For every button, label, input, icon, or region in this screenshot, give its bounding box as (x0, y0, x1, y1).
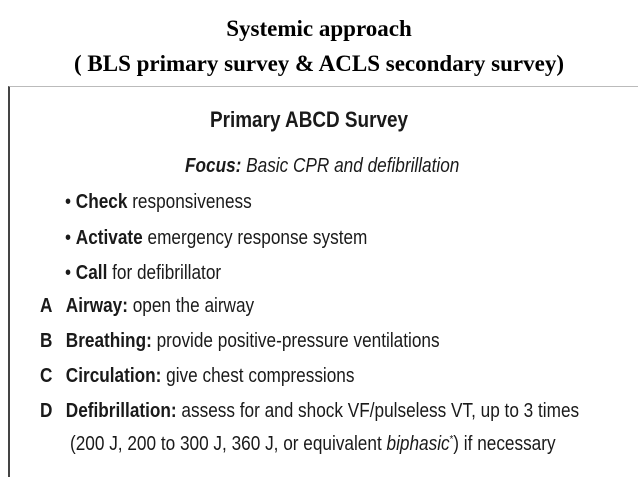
bullet-keyword: Call (75, 262, 108, 284)
step-defibrillation-continued (70, 433, 556, 456)
step-circulation (40, 365, 354, 388)
bullet-keyword: Check (75, 191, 128, 213)
step-defibrillation (40, 400, 579, 423)
step-text: assess for and shock VF/pulseless VT, up to 3 times (176, 400, 580, 422)
slide-title-line-1: Systemic approach (226, 16, 412, 41)
step-keyword: Breathing: (65, 330, 152, 352)
slide-title-line-2: ( BLS primary survey & ACLS secondary survey) (73, 51, 565, 76)
survey-heading: Primary ABCD Survey (210, 107, 409, 132)
step-letter: B (40, 330, 53, 352)
step-keyword: Circulation: (65, 365, 162, 387)
biphasic-text: biphasic (386, 433, 450, 455)
bullet-marker: • (65, 227, 76, 249)
step-text: provide positive-pressure ventilations (151, 330, 440, 352)
survey-focus (185, 155, 459, 178)
if-necessary-text: ) if necessary (453, 433, 556, 455)
bullet-check (65, 191, 252, 214)
step-airway (40, 295, 254, 318)
bullet-keyword: Activate (75, 227, 143, 249)
focus-text: Basic CPR and defibrillation (241, 155, 460, 177)
survey-panel (8, 86, 638, 477)
bullet-call (65, 262, 221, 285)
bullet-text: responsiveness (127, 191, 252, 213)
bullet-marker: • (65, 262, 76, 284)
step-letter: C (40, 365, 53, 387)
footnote-marker: * (449, 433, 454, 446)
step-letter: A (40, 295, 53, 317)
step-letter: D (40, 400, 53, 422)
step-keyword: Airway: (65, 295, 128, 317)
step-breathing (40, 330, 440, 353)
energy-levels-text: (200 J, 200 to 300 J, 360 J, or equivalent (70, 433, 387, 455)
bullet-marker: • (65, 191, 76, 213)
step-text: give chest compressions (161, 365, 355, 387)
step-text: open the airway (127, 295, 255, 317)
bullet-text: for defibrillator (107, 262, 222, 284)
bullet-activate (65, 227, 367, 250)
focus-label: Focus: (185, 155, 242, 177)
bullet-text: emergency response system (142, 227, 368, 249)
step-keyword: Defibrillation: (65, 400, 177, 422)
